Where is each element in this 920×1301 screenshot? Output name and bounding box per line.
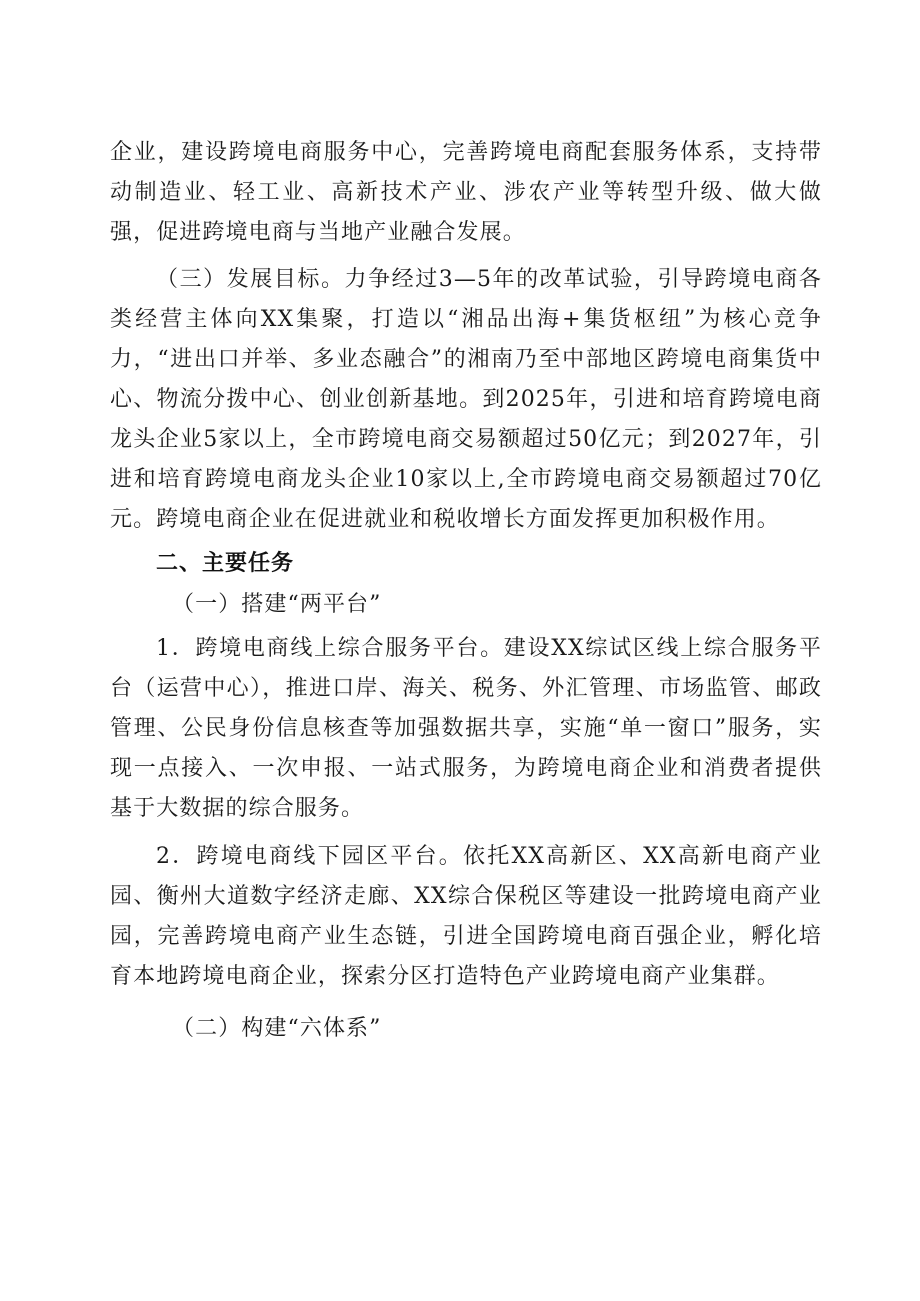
document-body <box>110 133 822 1049</box>
task-online-platform-paragraph: 1．跨境电商线上综合服务平台。建设XX综试区线上综合服务平台（运营中心），推进口岸、海关、税务、外汇管理、市场监管、邮政管理、公民身份信息核查等加强数据共享，实施“单一窗口”服务，实现一点接入、一次申报、一站式服务，为跨境电商企业和消费者提供基于大数据的综合服务。 <box>110 636 822 821</box>
development-goal-paragraph: （三）发展目标。力争经过3—5年的改革试验，引导跨境电商各类经营主体向XX集聚，打造以“湘品出海+集货枢纽”为核心竞争力，“进出口并举、多业态融合”的湘南乃至中部地区跨境电商集货中心、物流分拨中心、创业创新基地。到2025年，引进和培育跨境电商龙头企业5家以上，全市跨境电商交易额超过50亿元；到2027年，引进和培育跨境电商龙头企业10家以上,全市跨境电商交易额超过70亿元。跨境电商企业在促进就业和税收增长方面发挥更加积极作用。 <box>110 267 822 532</box>
section-heading-main-tasks: 二、主要任务 <box>156 551 295 576</box>
task-offline-park-paragraph: 2．跨境电商线下园区平台。依托XX高新区、XX高新电商产业园、衡州大道数字经济走廊、XX综合保税区等建设一批跨境电商产业园，完善跨境电商产业生态链，引进全国跨境电商百强企业，孵化培育本地跨境电商企业，探索分区打造特色产业跨境电商产业集群。 <box>110 844 822 989</box>
subheading-two-platforms: （一）搭建“两平台” <box>172 592 382 617</box>
subheading-six-systems: （二）构建“六体系” <box>172 1016 382 1041</box>
intro-paragraph: 企业，建设跨境电商服务中心，完善跨境电商配套服务体系，支持带动制造业、轻工业、高新技术产业、涉农产业等转型升级、做大做强，促进跨境电商与当地产业融合发展。 <box>110 140 822 245</box>
